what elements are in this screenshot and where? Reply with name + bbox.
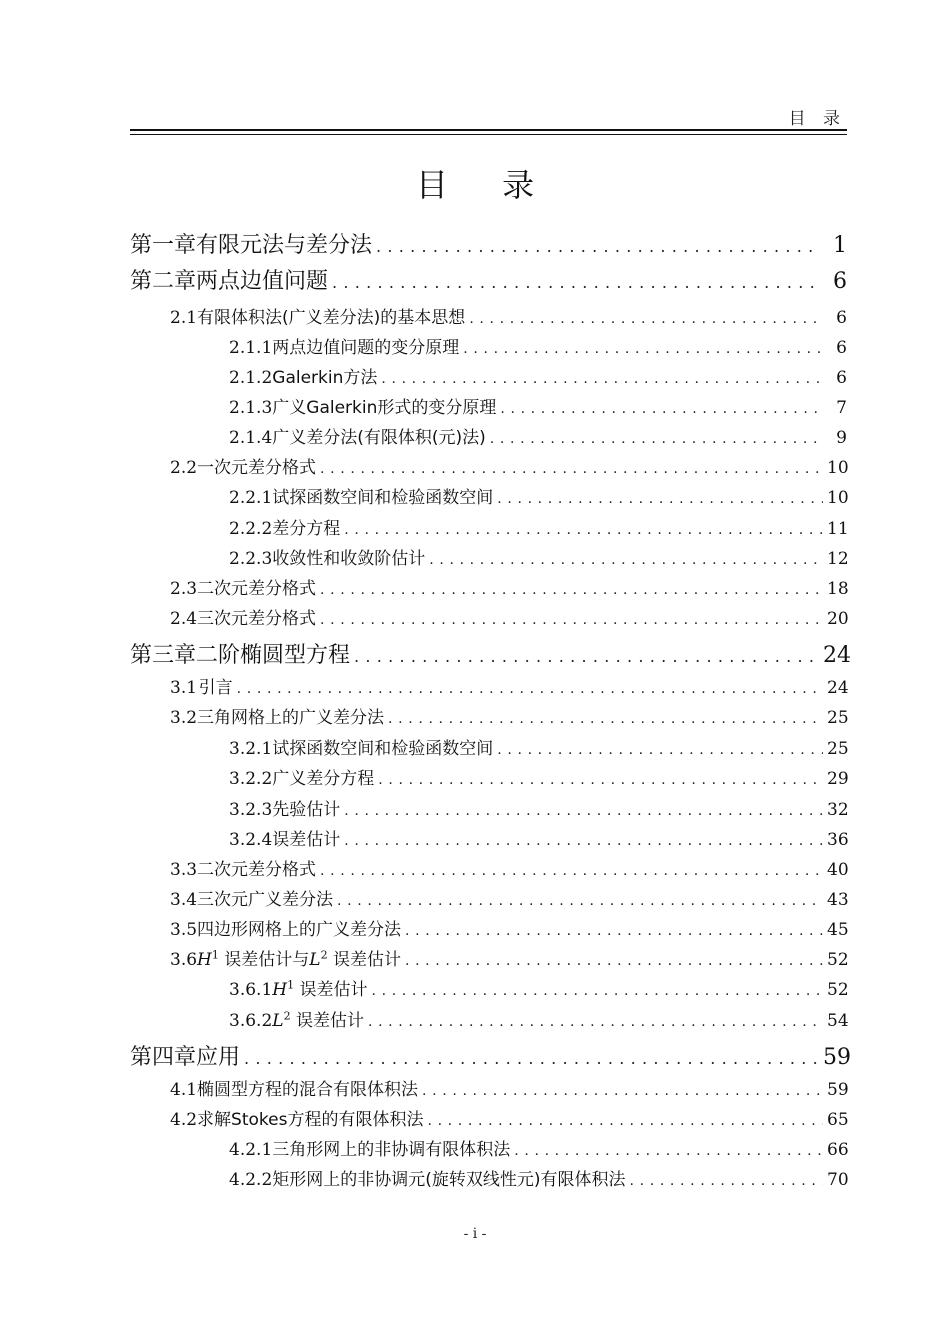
- toc-entry-number: 3.6.1: [229, 980, 273, 1000]
- toc-entry-sub[interactable]: [229, 764, 847, 790]
- toc-entry-number: 3.3: [170, 860, 198, 880]
- leader-dots: [388, 711, 823, 727]
- toc-entry-page-number: 25: [827, 739, 849, 759]
- leader-dots: [320, 582, 823, 598]
- toc-entry-page-number: 43: [827, 890, 849, 910]
- toc-entry-page-number: 45: [827, 920, 849, 940]
- toc-entry-page-number: 52: [827, 980, 849, 1000]
- toc-entry-sub[interactable]: [229, 483, 847, 509]
- toc-entry-title: 求解Stokes方程的有限体积法: [197, 1110, 424, 1130]
- toc-entry-page-number: 12: [827, 549, 849, 569]
- leader-dots: [337, 893, 823, 909]
- leader-dots: [237, 681, 823, 697]
- leader-dots: [320, 461, 823, 477]
- toc-entry-number: 第三章: [130, 643, 197, 668]
- toc-entry-title: 二次元差分格式: [197, 860, 317, 880]
- toc-entry-number: 2.2: [170, 458, 198, 478]
- toc-entry-number: 3.2.1: [229, 739, 273, 759]
- toc-entry-page-number: 6: [836, 308, 847, 328]
- leader-dots: [514, 1143, 823, 1159]
- toc-entry-section[interactable]: [170, 453, 847, 479]
- toc-entry-page-number: 65: [827, 1110, 849, 1130]
- toc-entry-chapter[interactable]: [130, 228, 847, 262]
- toc-entry-number: 2.2.3: [229, 549, 273, 569]
- toc-entry-sub[interactable]: [229, 514, 847, 540]
- toc-entry-page-number: 9: [836, 428, 847, 448]
- toc-entry-page-number: 24: [823, 643, 851, 668]
- toc-entry-number: 2.1.2: [229, 368, 273, 388]
- toc-entry-title: 试探函数空间和检验函数空间: [272, 488, 494, 508]
- toc-entry-sub[interactable]: [229, 795, 847, 821]
- toc-entry-title: $H^1$ 误差估计与$L^2$ 误差估计: [197, 948, 401, 970]
- toc-entry-page-number: 40: [827, 860, 849, 880]
- leader-dots: [372, 983, 824, 999]
- toc-entry-title: 椭圆型方程的混合有限体积法: [197, 1080, 419, 1100]
- toc-entry-chapter[interactable]: [130, 264, 847, 298]
- toc-entry-page-number: 29: [827, 769, 849, 789]
- toc-entry-title: 广义Galerkin形式的变分原理: [272, 398, 497, 418]
- toc-entry-page-number: 59: [823, 1045, 851, 1070]
- toc-entry-page-number: 32: [827, 800, 849, 820]
- toc-entry-title: $H^1$ 误差估计: [272, 978, 368, 1000]
- toc-entry-title: 三角网格上的广义差分法: [197, 708, 385, 728]
- toc-entry-title: 先验估计: [272, 800, 341, 820]
- toc-entry-number: 第一章: [130, 233, 197, 258]
- toc-entry-page-number: 7: [836, 398, 847, 418]
- toc-entry-title: 二阶椭圆型方程: [196, 643, 351, 668]
- toc-entry-number: 2.1.4: [229, 428, 273, 448]
- leader-dots: [422, 1083, 823, 1099]
- toc-entry-page-number: 36: [827, 830, 849, 850]
- toc-entry-title: 两点边值问题: [196, 269, 329, 294]
- toc-entry-section[interactable]: [170, 604, 847, 630]
- leader-dots: [405, 923, 823, 939]
- toc-entry-title: 三次元差分格式: [197, 609, 317, 629]
- toc-title: 目 录: [415, 166, 557, 204]
- toc-entry-sub[interactable]: [229, 363, 847, 389]
- toc-entry-title: 误差估计: [272, 830, 341, 850]
- toc-entry-number: 3.6: [170, 950, 198, 970]
- toc-entry-title: 广义差分法(有限体积(元)法): [272, 428, 486, 448]
- leader-dots: [244, 1049, 819, 1068]
- toc-entry-chapter[interactable]: [130, 638, 851, 672]
- toc-entry-page-number: 18: [827, 579, 849, 599]
- toc-entry-number: 4.2.1: [229, 1140, 273, 1160]
- toc-entry-number: 3.2.4: [229, 830, 273, 850]
- toc-entry-number: 2.3: [170, 579, 198, 599]
- leader-dots: [320, 863, 823, 879]
- leader-dots: [354, 647, 819, 666]
- toc-entry-title: 三角形网上的非协调有限体积法: [272, 1140, 511, 1160]
- leader-dots: [378, 772, 823, 788]
- toc-entry-section[interactable]: [170, 945, 847, 971]
- leader-dots: [381, 371, 823, 387]
- toc-entry-sub[interactable]: [229, 734, 847, 760]
- toc-entry-page-number: 24: [827, 678, 849, 698]
- toc-entry-number: 2.1: [170, 308, 198, 328]
- toc-entry-title: 三次元广义差分法: [197, 890, 334, 910]
- toc-entry-section[interactable]: [170, 885, 847, 911]
- header-rule-thin: [130, 134, 847, 135]
- toc-entry-sub[interactable]: [229, 1165, 847, 1191]
- toc-entry-title: 一次元差分格式: [197, 458, 317, 478]
- leader-dots: [429, 552, 823, 568]
- toc-entry-number: 2.2.2: [229, 519, 273, 539]
- toc-entry-sub[interactable]: [229, 825, 847, 851]
- toc-entry-title: 引言: [198, 678, 233, 698]
- leader-dots: [344, 833, 823, 849]
- page-folio: - i -: [463, 1226, 487, 1242]
- toc-entry-title: 收敛性和收敛阶估计: [272, 549, 426, 569]
- toc-entry-page-number: 70: [827, 1170, 849, 1190]
- leader-dots: [344, 522, 823, 538]
- toc-entry-title: 二次元差分格式: [197, 579, 317, 599]
- toc-entry-section[interactable]: [170, 855, 847, 881]
- toc-entry-section[interactable]: [170, 673, 847, 699]
- leader-dots: [332, 273, 819, 292]
- toc-entry-title: $L^2$ 误差估计: [272, 1009, 364, 1031]
- toc-entry-section[interactable]: [170, 915, 847, 941]
- toc-entry-page-number: 6: [836, 338, 847, 358]
- toc-entry-title: 有限元法与差分法: [196, 233, 373, 258]
- toc-entry-number: 3.4: [170, 890, 198, 910]
- toc-entry-title: 应用: [196, 1045, 241, 1070]
- toc-entry-sub[interactable]: [229, 333, 847, 359]
- toc-entry-page-number: 10: [827, 458, 849, 478]
- toc-entry-number: 3.5: [170, 920, 198, 940]
- toc-entry-page-number: 6: [836, 368, 847, 388]
- toc-entry-page-number: 11: [827, 519, 849, 539]
- toc-entry-number: 2.1.3: [229, 398, 273, 418]
- toc-entry-sub[interactable]: [229, 544, 847, 570]
- toc-entry-title: Galerkin方法: [272, 368, 378, 388]
- leader-dots: [490, 431, 823, 447]
- toc-entry-number: 2.4: [170, 609, 198, 629]
- leader-dots: [427, 1113, 823, 1129]
- toc-entry-title: 两点边值问题的变分原理: [272, 338, 460, 358]
- leader-dots: [376, 237, 819, 256]
- leader-dots: [463, 341, 823, 357]
- toc-entry-number: 3.6.2: [229, 1011, 273, 1031]
- toc-entry-page-number: 20: [827, 609, 849, 629]
- toc-entry-number: 2.2.1: [229, 488, 273, 508]
- toc-entry-page-number: 10: [827, 488, 849, 508]
- toc-entry-number: 4.1: [170, 1080, 198, 1100]
- toc-entry-section[interactable]: [170, 1075, 847, 1101]
- toc-entry-sub[interactable]: [229, 393, 847, 419]
- toc-entry-page-number: 25: [827, 708, 849, 728]
- leader-dots: [405, 953, 823, 969]
- toc-entry-page-number: 59: [827, 1080, 849, 1100]
- leader-dots: [469, 311, 823, 327]
- toc-entry-title: 有限体积法(广义差分法)的基本思想: [197, 308, 466, 328]
- toc-entry-section[interactable]: [170, 703, 847, 729]
- toc-entry-page-number: 6: [833, 269, 847, 294]
- toc-entry-number: 3.2.2: [229, 769, 273, 789]
- toc-entry-sub[interactable]: [229, 423, 847, 449]
- toc-entry-title: 试探函数空间和检验函数空间: [272, 739, 494, 759]
- leader-dots: [497, 491, 823, 507]
- toc-entry-title: 矩形网上的非协调元(旋转双线性元)有限体积法: [272, 1170, 626, 1190]
- toc-entry-section[interactable]: [170, 574, 847, 600]
- header-rule-thick: [130, 129, 847, 131]
- toc-entry-title: 差分方程: [272, 519, 341, 539]
- toc-entry-title: 广义差分方程: [272, 769, 375, 789]
- leader-dots: [344, 803, 823, 819]
- leader-dots: [630, 1173, 823, 1189]
- toc-entry-number: 第二章: [130, 269, 197, 294]
- toc-entry-number: 4.2.2: [229, 1170, 273, 1190]
- running-head: 目 录: [788, 109, 846, 129]
- toc-entry-number: 3.2: [170, 708, 198, 728]
- leader-dots: [497, 742, 823, 758]
- leader-dots: [500, 401, 823, 417]
- toc-entry-page-number: 1: [833, 233, 847, 258]
- toc-entry-number: 3.2.3: [229, 800, 273, 820]
- leader-dots: [368, 1014, 823, 1030]
- toc-entry-page-number: 54: [827, 1011, 849, 1031]
- toc-entry-section[interactable]: [170, 303, 847, 329]
- toc-entry-chapter[interactable]: [130, 1040, 851, 1074]
- toc-entry-number: 3.1: [170, 678, 198, 698]
- toc-entry-page-number: 66: [827, 1140, 849, 1160]
- toc-entry-title: 四边形网格上的广义差分法: [197, 920, 402, 940]
- toc-entry-number: 2.1.1: [229, 338, 273, 358]
- toc-entry-section[interactable]: [170, 1105, 847, 1131]
- toc-entry-sub[interactable]: [229, 1006, 847, 1032]
- toc-entry-sub[interactable]: [229, 975, 847, 1001]
- leader-dots: [320, 612, 823, 628]
- toc-entry-page-number: 52: [827, 950, 849, 970]
- toc-entry-sub[interactable]: [229, 1135, 847, 1161]
- toc-entry-number: 4.2: [170, 1110, 198, 1130]
- toc-entry-number: 第四章: [130, 1045, 197, 1070]
